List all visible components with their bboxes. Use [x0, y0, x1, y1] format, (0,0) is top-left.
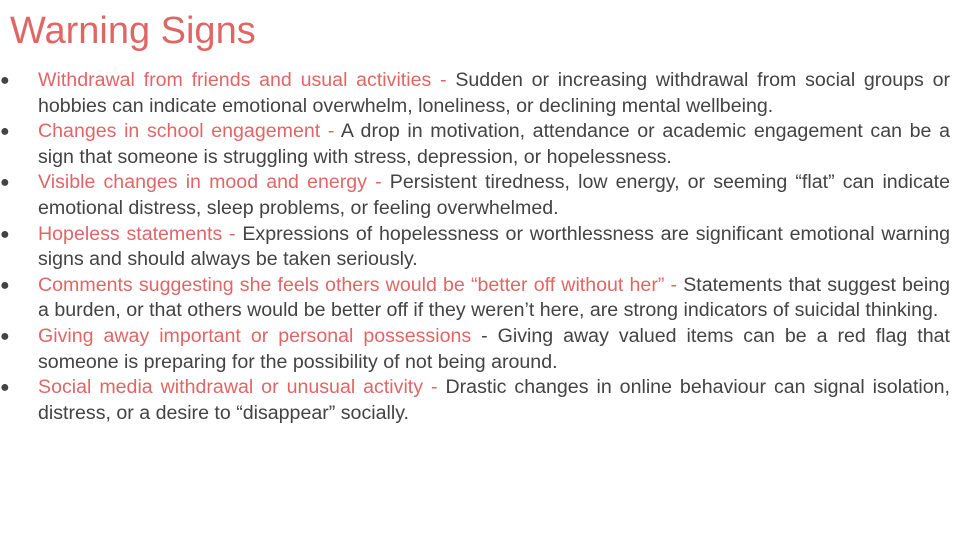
bullet-icon: ● [0, 123, 10, 141]
item-heading: Giving away important or personal possessions [38, 324, 472, 347]
list-item [0, 119, 950, 170]
item-body: A drop in motivation, attendance or academic engagement can be a sign that someone is struggling with stress, depression, or hopelessness. [38, 120, 950, 168]
item-heading: Withdrawal from friends and usual activities - [38, 69, 456, 91]
item-body: Statements that suggest being a burden, or that others would be better off if they weren’t here, are strong indicators of suicidal thinking. [38, 273, 950, 322]
bullet-icon: ● [0, 72, 10, 89]
list-item [0, 273, 950, 324]
list-item [0, 68, 950, 119]
list-item [0, 170, 950, 221]
item-heading: Comments suggesting she feels others would be “better off without her” - [38, 273, 684, 296]
item-body: Sudden or increasing withdrawal from social groups or hobbies can indicate emotional overwhelm, loneliness, or declining mental wellbeing. [38, 69, 950, 117]
item-body: Expressions of hopelessness or worthlessness are significant emotional warning signs and should always be taken seriously. [38, 222, 950, 271]
item-body: Drastic changes in online behaviour can signal isolation, distress, or a desire to “disappear” socially. [38, 376, 950, 424]
item-heading: Changes in school engagement - [38, 120, 341, 143]
list-item [0, 222, 950, 273]
item-heading: Visible changes in mood and energy - [38, 171, 390, 194]
bullet-icon: ● [0, 225, 10, 243]
bullet-icon: ● [0, 174, 10, 192]
item-heading: Social media withdrawal or unusual activity - [38, 376, 446, 399]
bullet-icon: ● [0, 327, 10, 345]
item-body: Persistent tiredness, low energy, or seeming “flat” can indicate emotional distress, sleep problems, or feeling overwhelmed. [38, 171, 950, 219]
item-heading: Hopeless statements - [38, 222, 243, 245]
warning-signs-list [0, 68, 950, 426]
list-item [0, 324, 950, 375]
list-item [0, 375, 950, 426]
bullet-icon: ● [0, 276, 10, 294]
slide-title: Warning Signs [10, 10, 256, 52]
item-body: - Giving away valued items can be a red flag that someone is preparing for the possibility of not being around. [38, 324, 950, 373]
bullet-icon: ● [0, 379, 10, 397]
